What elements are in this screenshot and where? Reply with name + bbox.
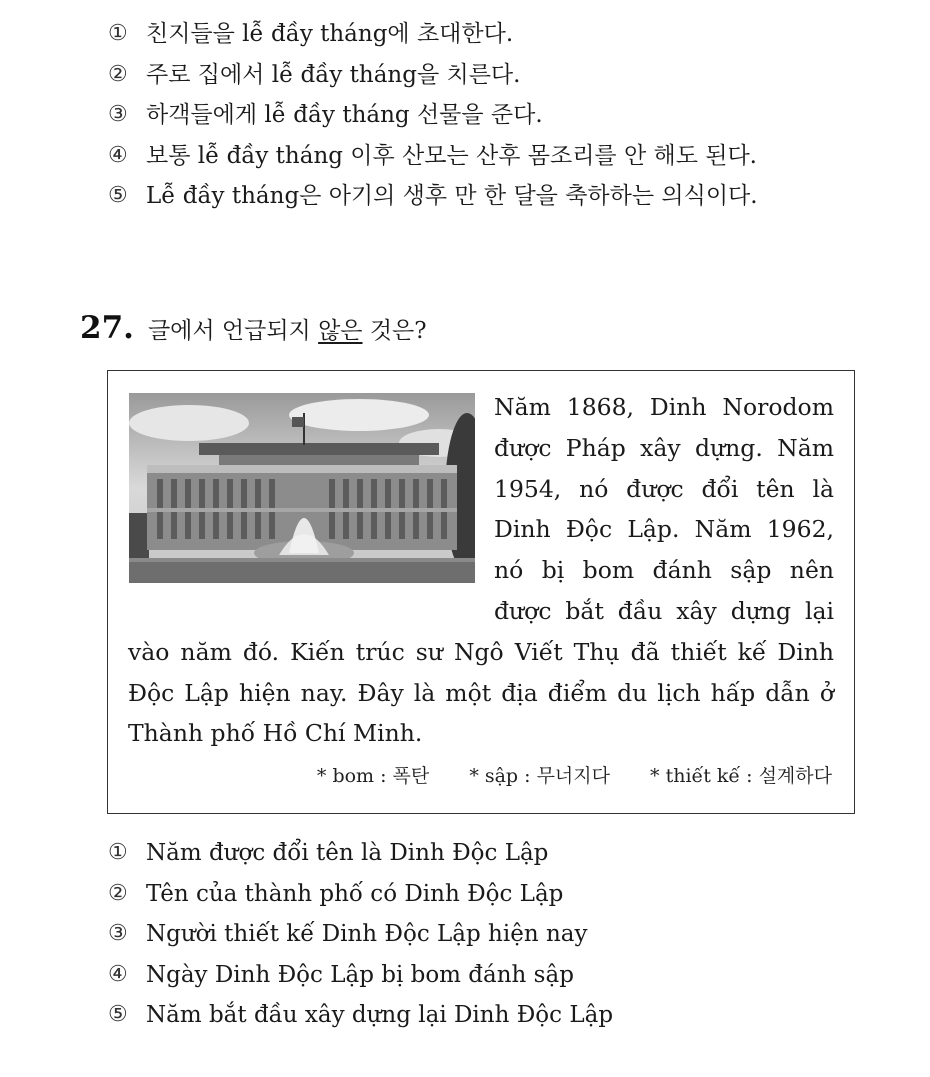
option-number: ② xyxy=(108,61,128,87)
gloss-sap: * sập : 무너지다 xyxy=(469,765,610,787)
prev-option-5 xyxy=(108,176,908,217)
option-number: ② xyxy=(108,880,128,906)
prev-option-3 xyxy=(108,95,908,136)
answer-option-1[interactable] xyxy=(108,833,908,874)
option-number: ① xyxy=(108,21,128,46)
question-prompt xyxy=(148,312,427,345)
passage-text-block xyxy=(128,387,834,754)
option-text: Tên của thành phố có Dinh Độc Lập xyxy=(146,880,564,907)
option-number: ① xyxy=(108,840,128,865)
option-text: 주로 집에서 lễ đầy tháng을 치른다. xyxy=(146,61,521,88)
prev-option-2 xyxy=(108,55,908,96)
answer-options xyxy=(108,833,908,1036)
passage-text: Năm 1868, Dinh Norodom được Pháp xây dựng. Năm 1954, nó được đổi tên là Dinh Độc Lập. Năm 1962, nó bị bom đánh sập nên được bắt đầu xây dựng lại vào năm đó. Kiến trúc sư Ngô Viết Thụ đã thiết kế Dinh Độc Lập hiện nay. Đây là một địa điểm du lịch hấp dẫn ở Thành phố Hồ Chí Minh. xyxy=(128,393,834,748)
option-number: ③ xyxy=(108,102,128,127)
option-number: ⑤ xyxy=(108,1002,128,1027)
question-text-after: 것은? xyxy=(362,318,427,344)
option-text: 보통 lễ đầy tháng 이후 산모는 산후 몸조리를 안 해도 된다. xyxy=(146,142,757,169)
question-number: 27. xyxy=(80,310,134,346)
option-text: Năm bắt đầu xây dựng lại Dinh Độc Lập xyxy=(146,1002,614,1028)
passage-box xyxy=(107,370,855,814)
prev-option-4 xyxy=(108,136,908,177)
answer-option-2[interactable] xyxy=(108,874,908,915)
option-number: ⑤ xyxy=(108,183,128,208)
option-text: 하객들에게 lễ đầy tháng 선물을 준다. xyxy=(146,102,543,128)
question-header xyxy=(80,310,427,346)
option-number: ④ xyxy=(108,961,128,987)
answer-option-5[interactable] xyxy=(108,995,908,1036)
option-text: Lễ đầy tháng은 아기의 생후 만 한 달을 축하하는 의식이다. xyxy=(146,183,758,209)
option-text: Người thiết kế Dinh Độc Lập hiện nay xyxy=(146,921,588,947)
option-text: 친지들을 lễ đầy tháng에 초대한다. xyxy=(146,21,514,47)
option-text: Năm được đổi tên là Dinh Độc Lập xyxy=(146,840,549,866)
question-text-underlined: 않은 xyxy=(318,318,363,344)
question-text-before: 글에서 언급되지 xyxy=(147,318,319,344)
prev-option-1 xyxy=(108,14,908,55)
previous-question-options xyxy=(108,14,908,217)
glossary xyxy=(317,761,832,788)
answer-option-4[interactable] xyxy=(108,955,908,996)
answer-option-3[interactable] xyxy=(108,914,908,955)
option-number: ④ xyxy=(108,142,128,168)
option-number: ③ xyxy=(108,921,128,946)
gloss-bom: * bom : 폭탄 xyxy=(316,765,430,787)
gloss-thiet-ke: * thiết kế : 설계하다 xyxy=(650,765,832,787)
option-text: Ngày Dinh Độc Lập bị bom đánh sập xyxy=(146,961,574,988)
